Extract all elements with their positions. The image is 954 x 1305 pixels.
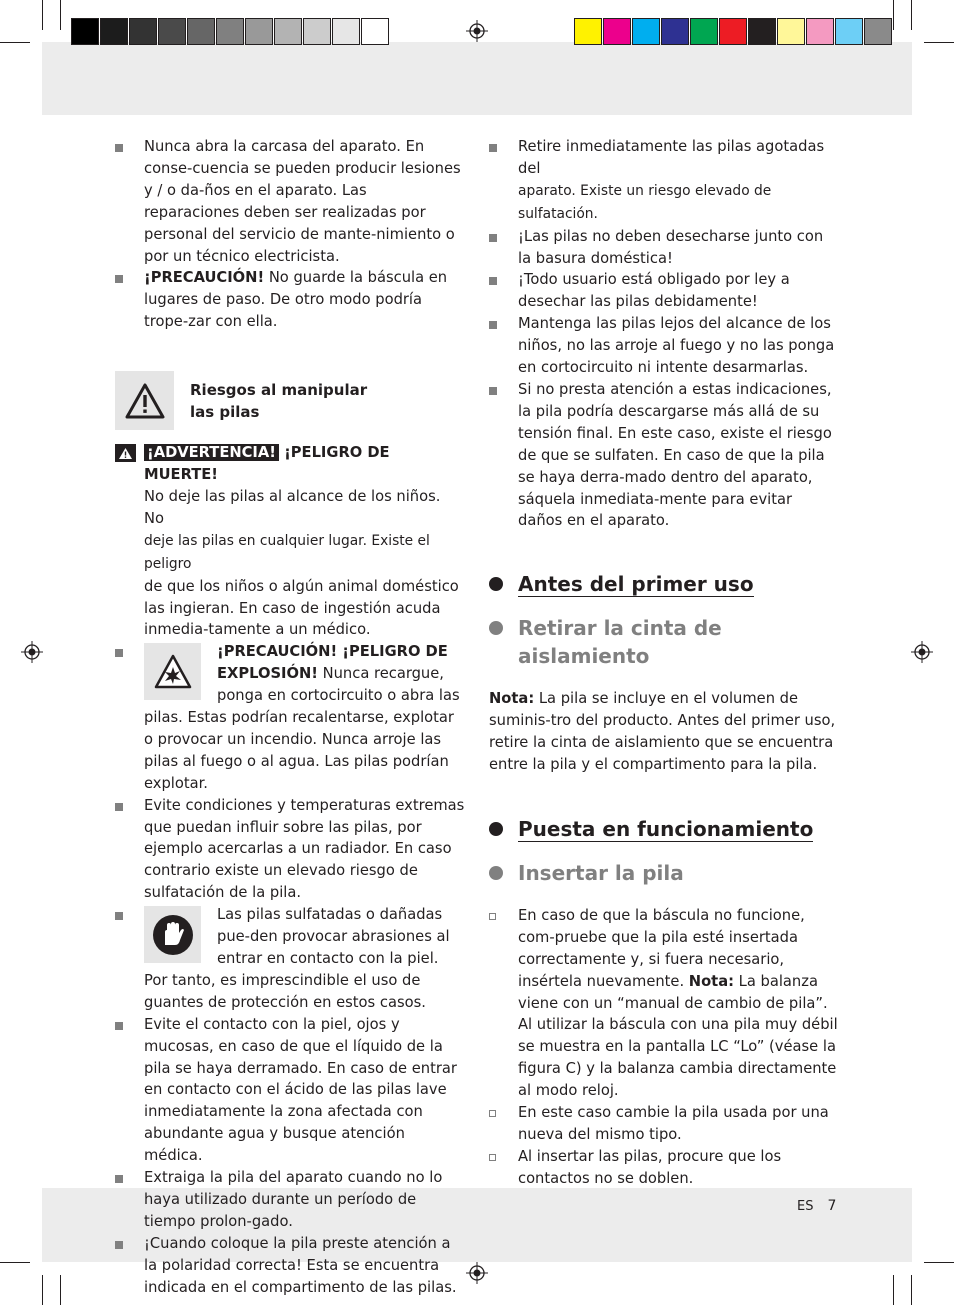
left-column (115, 136, 465, 1299)
protective-gloves-icon (144, 906, 201, 963)
section-heading-operation: Puesta en funcionamiento (489, 815, 839, 843)
list-item (115, 267, 465, 333)
heading-bullet-icon (489, 621, 503, 635)
crop-mark (0, 1262, 30, 1263)
step-item: En este caso cambie la pila usada por una nueva del mismo tipo. (489, 1102, 839, 1146)
list-item (115, 136, 465, 267)
color-swatch (719, 18, 747, 45)
crop-mark (60, 0, 61, 30)
note-label: Nota: (688, 972, 734, 990)
color-swatch (129, 18, 157, 45)
item-text: No guarde la báscula en lugares de paso. De otro modo podría trope-zar con ella. (144, 269, 448, 331)
explosion-icon (144, 643, 201, 700)
crop-mark (60, 1275, 61, 1305)
bullet-square-icon (489, 234, 497, 242)
crop-mark (0, 42, 30, 43)
bullet-square-icon (115, 803, 123, 811)
crop-mark (911, 0, 912, 30)
item-text: Nunca recargue, ponga en cortocircuito o abra las pilas. Estas podrían recalentarse, explotar o provocar un incendio. Nunca arroje las pilas al fuego o al agua. Las pilas podrían explotar. (144, 665, 460, 792)
list-item: ¡Todo usuario está obligado por ley a desechar las pilas debidamente! (489, 269, 839, 313)
color-swatch (632, 18, 660, 45)
bullet-square-icon (115, 144, 123, 152)
bullet-square-icon (489, 387, 497, 395)
battery-risk-box (115, 371, 465, 430)
note-paragraph: Nota: La pila se incluye en el volumen de suminis-tro del producto. Antes del primer uso, retire la cinta de aislamiento que se encuentra entre la pila y el compartimento para la pila. (489, 690, 836, 774)
crop-mark (924, 1262, 954, 1263)
language-code: ES (797, 1199, 814, 1214)
subsection-heading-insert-battery: Insertar la pila (489, 859, 839, 887)
heading-bullet-icon (489, 577, 503, 591)
list-item: Si no presta atención a estas indicaciones, la pila podría descargarse más allá de su tensión final. En este caso, existe el riesgo de que se sulfaten. En caso de que la pila se haya derra-mado dentro del aparato, sáquela inmediata-mente para evitar daños en el aparato. (489, 379, 839, 532)
header-band (42, 42, 912, 115)
color-swatch (361, 18, 389, 45)
registration-mark-icon (21, 641, 43, 663)
grayscale-color-bar (71, 18, 390, 45)
item-text: Evite el contacto con la piel, ojos y mucosas, en caso de que el líquido de la pila se haya derramado. En caso de entrar en contacto con el ácido de las pilas lave inmediatamente la zona afectada con abundante agua y busque atención médica. (144, 1015, 457, 1165)
bullet-square-icon (489, 144, 497, 152)
note-label: Nota: (489, 690, 535, 708)
item-text: Las pilas sulfatadas o dañadas pue-den provocar abrasiones al entrar en contacto con la piel. Por tanto, es imprescindible el uso de guantes de protección en estos casos. (144, 906, 450, 1011)
gloves-item (115, 904, 465, 1014)
warning-triangle-icon (115, 371, 174, 430)
list-item: ¡Las pilas no deben desecharse junto con la basura doméstica! (489, 226, 839, 270)
heading-bullet-icon (489, 866, 503, 880)
caution-label: ¡PRECAUCIÓN! (144, 269, 265, 287)
color-swatch (806, 18, 834, 45)
crop-mark (42, 1275, 43, 1305)
color-swatch (216, 18, 244, 45)
bullet-square-icon (115, 275, 123, 283)
checkbox-square-icon (489, 913, 496, 920)
color-swatch (274, 18, 302, 45)
step-item: Al insertar las pilas, procure que los contactos no se doblen. (489, 1146, 839, 1190)
subsection-heading-remove-tape: Retirar la cinta de aislamiento (489, 614, 839, 670)
cmyk-color-bar (574, 18, 893, 45)
registration-mark-icon (466, 20, 488, 42)
bullet-square-icon (115, 649, 123, 657)
crop-mark (893, 0, 894, 30)
right-column (489, 136, 839, 1190)
item-text: Evite condiciones y temperaturas extremas que puedan influir sobre las pilas, por ejemplo acercarlas a un radiador. En caso contrario existe un elevado riesgo de sulfatación de la pila. (144, 796, 465, 902)
registration-mark-icon (911, 641, 933, 663)
list-item (115, 1014, 465, 1167)
list-item (115, 1233, 465, 1299)
step-item: En caso de que la báscula no funcione, com-pruebe que la pila esté insertada correctamente y, si fuera necesario, insértela nuevamente. Nota: La balanza viene con un “manual de cambio de pila”. Al utilizar la báscula con una pila muy débil se muestra en la pantalla LC “Lo” (véase la figura C) y la balanza cambia directamente al modo reloj. (489, 905, 839, 1102)
color-swatch (187, 18, 215, 45)
checkbox-square-icon (489, 1110, 496, 1117)
color-swatch (748, 18, 776, 45)
explosion-item (115, 641, 465, 794)
color-swatch (661, 18, 689, 45)
explosion-caution-label: ¡PRECAUCIÓN! ¡PELIGRO DE EXPLOSIÓN! (217, 643, 448, 683)
crop-mark (893, 1275, 894, 1305)
color-swatch (303, 18, 331, 45)
color-swatch (71, 18, 99, 45)
list-item: Retire inmediatamente las pilas agotadas del aparato. Existe un riesgo elevado de sulfatación. (489, 136, 839, 226)
bullet-square-icon (489, 277, 497, 285)
page-index: 7 (827, 1198, 837, 1214)
warning-text: No deje las pilas al alcance de los niños. No deje las pilas en cualquier lugar. Existe el peligro de que los niños o algún animal doméstico las ingieran. En caso de ingestión acuda inmedia-tamente a un médico. (144, 487, 459, 639)
color-swatch (245, 18, 273, 45)
section-heading-before-first-use: Antes del primer uso (489, 570, 839, 598)
warning-heading (115, 442, 465, 486)
color-swatch (574, 18, 602, 45)
checkbox-square-icon (489, 1154, 496, 1161)
steps-list (489, 905, 839, 1190)
list-item (115, 1167, 465, 1233)
registration-mark-icon (466, 1262, 488, 1284)
crop-mark (924, 42, 954, 43)
item-text: ¡Cuando coloque la pila preste atención a la polaridad correcta! Esta se encuentra indicada en el compartimento de las pilas. (144, 1234, 457, 1296)
bullet-square-icon (489, 321, 497, 329)
heading-bullet-icon (489, 822, 503, 836)
danger-heading: ¡PELIGRO DE MUERTE! (144, 444, 390, 484)
item-text: Extraiga la pila del aparato cuando no lo haya utilizado durante un período de tiempo prolon-gado. (144, 1169, 443, 1230)
bullet-square-icon (115, 1175, 123, 1183)
bullet-square-icon (115, 1022, 123, 1030)
crop-mark (911, 1275, 912, 1305)
list-item: Mantenga las pilas lejos del alcance de los niños, no las arroje al fuego y no las ponga en cortocircuito ni intente desarmarlas. (489, 313, 839, 379)
item-text: Nunca abra la carcasa del aparato. En conse-cuencia se pueden producir lesiones y / o da-ños en el aparato. Las reparaciones deben ser realizadas por personal del servicio de mante-nimiento o por un técnico electricista. (144, 138, 461, 265)
color-swatch (603, 18, 631, 45)
bullet-square-icon (115, 912, 123, 920)
warning-label: ¡ADVERTENCIA! (144, 444, 279, 461)
list-item (115, 795, 465, 905)
color-swatch (100, 18, 128, 45)
bullet-square-icon (115, 1241, 123, 1249)
color-swatch (864, 18, 892, 45)
warning-triangle-icon (115, 444, 136, 462)
risk-box-title: Riesgos al manipular las pilas (190, 380, 368, 421)
color-swatch (332, 18, 360, 45)
crop-mark (42, 0, 43, 30)
color-swatch (690, 18, 718, 45)
color-swatch (158, 18, 186, 45)
page-number (797, 1198, 836, 1214)
color-swatch (835, 18, 863, 45)
color-swatch (777, 18, 805, 45)
